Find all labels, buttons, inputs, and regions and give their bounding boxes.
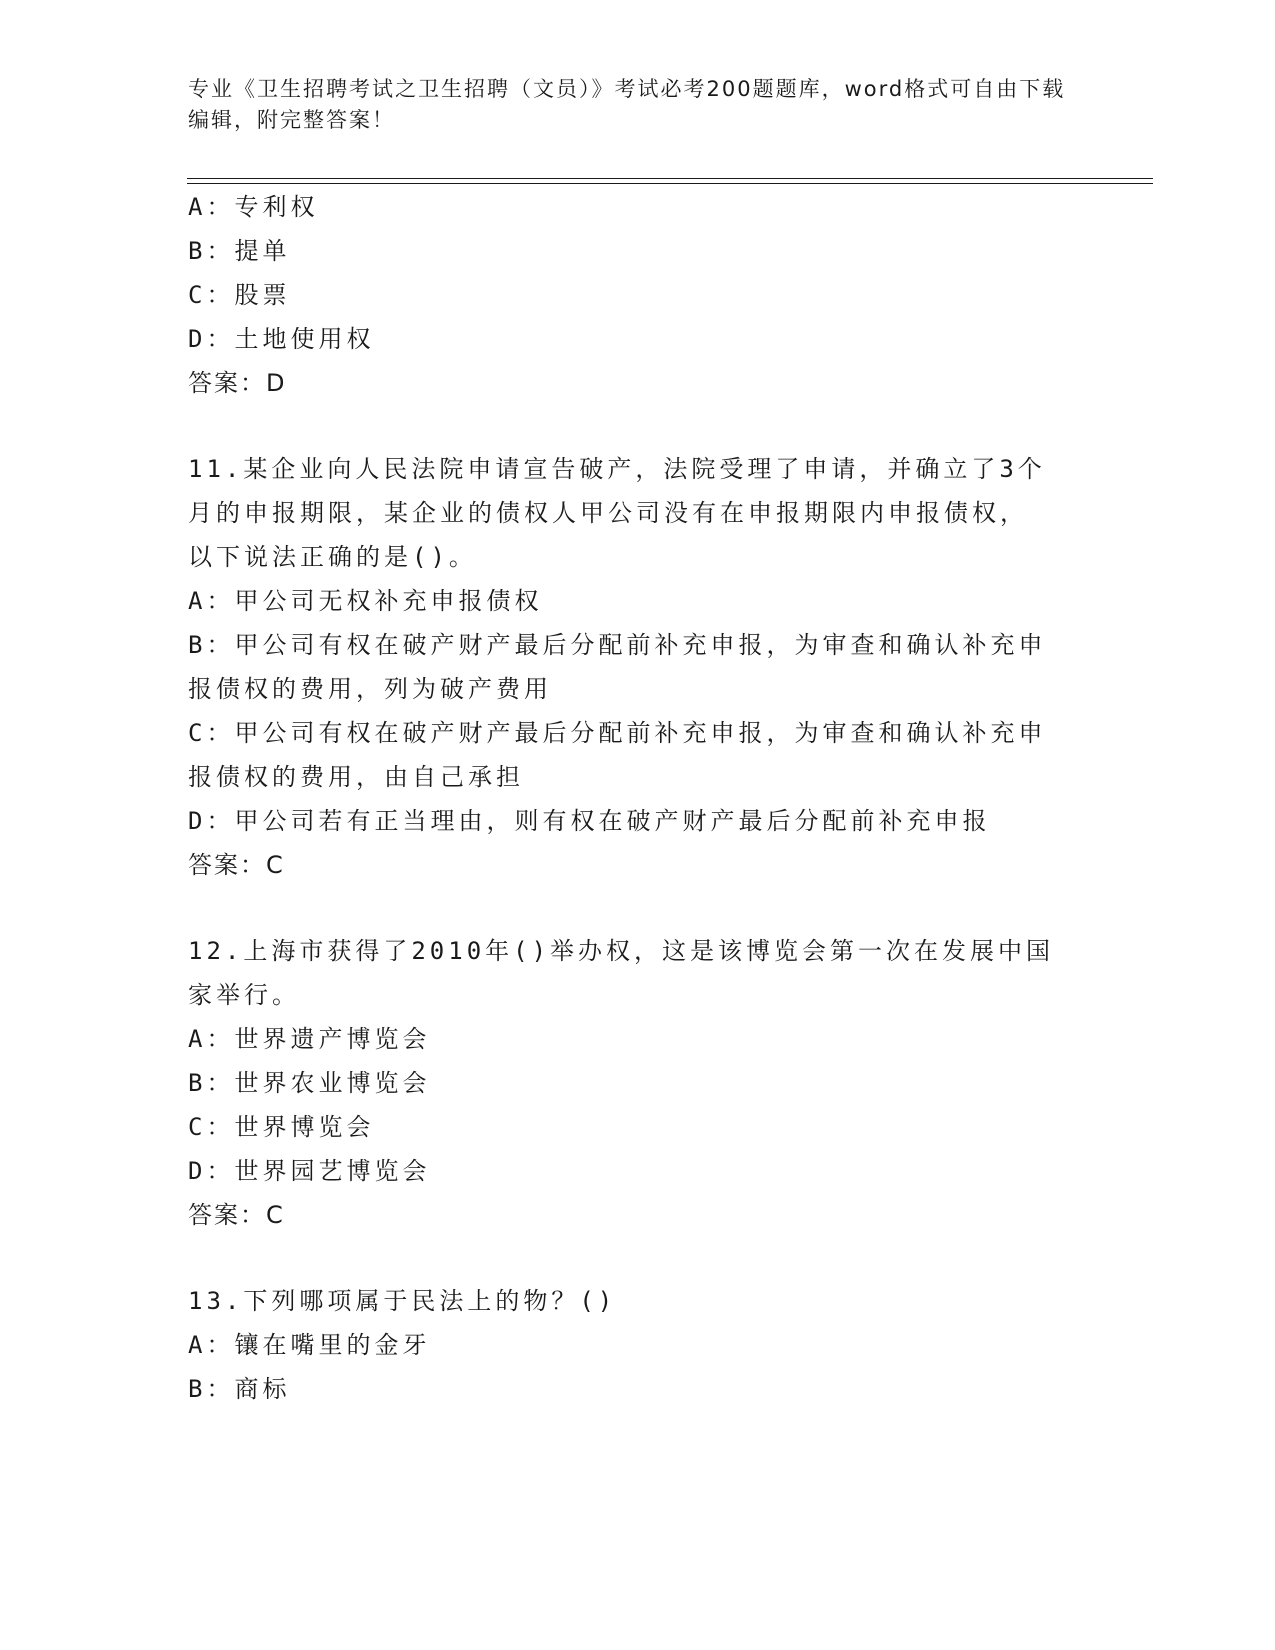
q12-option-d: D：世界园艺博览会 [188, 1157, 431, 1185]
q12-stem-line-2: 家举行。 [188, 981, 300, 1009]
q11-stem-line-1: 11.某企业向人民法院申请宣告破产，法院受理了申请，并确立了3个 [188, 455, 1046, 483]
q11-option-c-line-1: C：甲公司有权在破产财产最后分配前补充申报，为审查和确认补充申 [188, 719, 1047, 747]
q10-answer: 答案：D [188, 369, 287, 397]
q11-option-a: A：甲公司无权补充申报债权 [188, 587, 543, 615]
q11-stem-line-2: 月的申报期限，某企业的债权人甲公司没有在申报期限内申报债权， [188, 499, 1028, 527]
q12-option-c: C：世界博览会 [188, 1113, 375, 1141]
q12-option-a: A：世界遗产博览会 [188, 1025, 431, 1053]
q12-stem-line-1: 12.上海市获得了2010年()举办权，这是该博览会第一次在发展中国 [188, 937, 1055, 965]
q12-option-b: B：世界农业博览会 [188, 1069, 431, 1097]
q13-option-a: A：镶在嘴里的金牙 [188, 1331, 431, 1359]
q11-option-c-line-2: 报债权的费用，由自己承担 [188, 763, 524, 791]
document-header: 专业《卫生招聘考试之卫生招聘（文员）》考试必考200题题库，word格式可自由下载编辑，附完整答案！ [188, 77, 1066, 132]
q11-option-b-line-2: 报债权的费用，列为破产费用 [188, 675, 552, 703]
q11-stem-line-3: 以下说法正确的是()。 [188, 543, 477, 571]
q10-option-b: B：提单 [188, 237, 291, 265]
q10-option-a: A：专利权 [188, 193, 319, 221]
header-divider-bottom [187, 183, 1153, 184]
q10-option-c: C：股票 [188, 281, 291, 309]
q11-answer: 答案：C [188, 851, 285, 879]
q11-option-d: D：甲公司若有正当理由，则有权在破产财产最后分配前补充申报 [188, 807, 991, 835]
q10-option-d: D：土地使用权 [188, 325, 375, 353]
q13-stem-line-1: 13.下列哪项属于民法上的物？() [188, 1287, 617, 1315]
q12-answer: 答案：C [188, 1201, 285, 1229]
q11-option-b-line-1: B：甲公司有权在破产财产最后分配前补充申报，为审查和确认补充申 [188, 631, 1047, 659]
q13-option-b: B：商标 [188, 1375, 291, 1403]
header-divider-top [187, 178, 1153, 179]
